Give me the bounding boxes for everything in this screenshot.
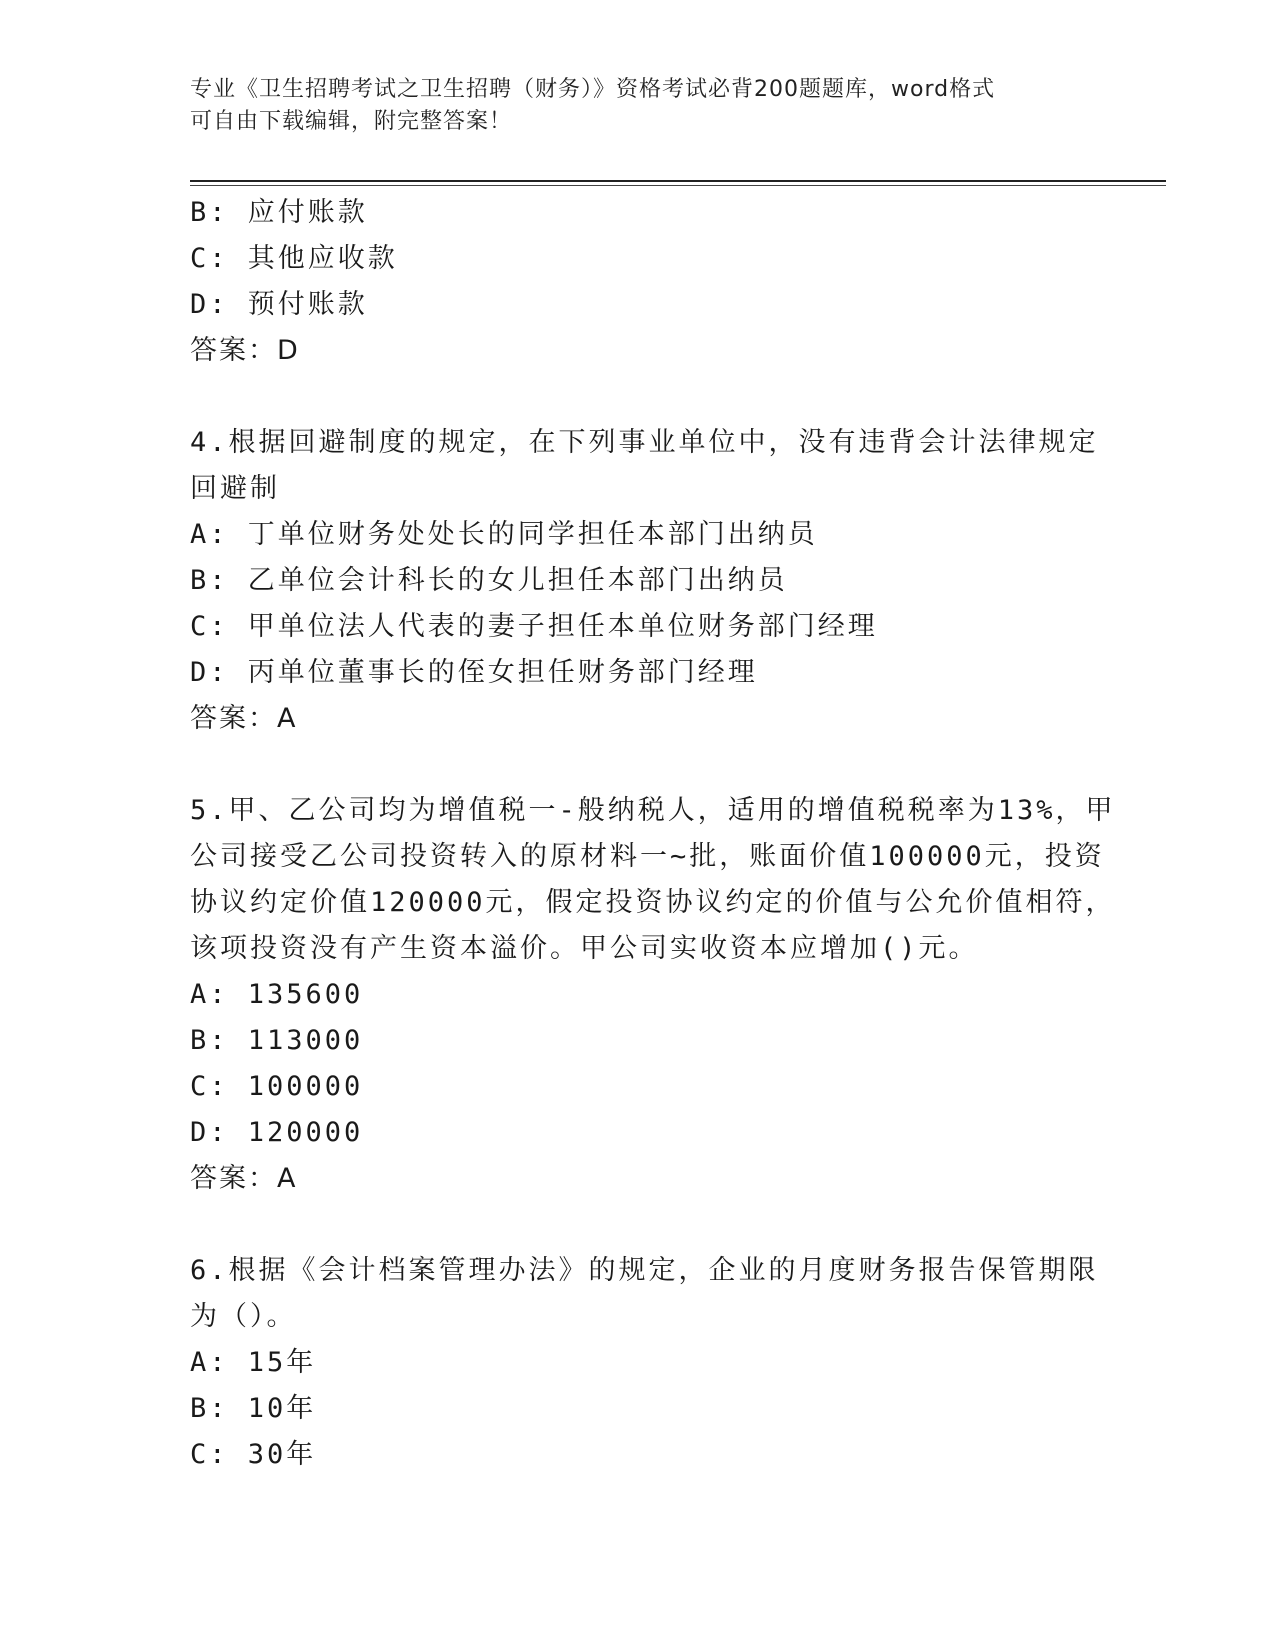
question-list	[190, 190, 1116, 1478]
header-line-1: 专业《卫生招聘考试之卫生招聘（财务）》资格考试必背200题题库，word格式	[190, 77, 996, 102]
option-c: C: 100000	[190, 1071, 364, 1102]
option-b: B: 10年	[190, 1393, 317, 1424]
header-rule-thin	[190, 185, 1166, 186]
header-rule-thick	[190, 180, 1166, 182]
question-stem-line: 公司接受乙公司投资转入的原材料一~批，账面价值100000元，投资	[190, 841, 1105, 872]
question-stem-line: 5.甲、乙公司均为增值税一-般纳税人，适用的增值税税率为13%，甲	[190, 795, 1116, 826]
spacer	[190, 742, 1090, 788]
answer-label: 答案：A	[190, 703, 298, 734]
option-a: A: 15年	[190, 1347, 317, 1378]
question-stem-line: 4.根据回避制度的规定，在下列事业单位中，没有违背会计法律规定	[190, 427, 1099, 458]
question-stem-line: 回避制	[190, 473, 280, 504]
question-stem-line: 为（）。	[190, 1301, 297, 1332]
header-line-2: 可自由下载编辑，附完整答案！	[190, 109, 513, 134]
option-c: C: 30年	[190, 1439, 317, 1470]
document-header	[190, 74, 1090, 138]
question-4	[190, 420, 1099, 742]
option-a: A: 135600	[190, 979, 364, 1010]
question-stem-line: 该项投资没有产生资本溢价。甲公司实收资本应增加()元。	[190, 933, 979, 964]
spacer	[190, 1202, 1090, 1248]
question-3-tail	[190, 190, 1090, 374]
option-a: A: 丁单位财务处处长的同学担任本部门出纳员	[190, 519, 818, 550]
question-6	[190, 1248, 1099, 1478]
option-b: B: 乙单位会计科长的女儿担任本部门出纳员	[190, 565, 788, 596]
option-d: D: 预付账款	[190, 289, 368, 320]
option-c: C: 甲单位法人代表的妻子担任本单位财务部门经理	[190, 611, 878, 642]
option-b: B: 应付账款	[190, 197, 368, 228]
answer-label: 答案：A	[190, 1163, 298, 1194]
question-stem-line: 协议约定价值120000元，假定投资协议约定的价值与公允价值相符，	[190, 887, 1116, 918]
option-d: D: 丙单位董事长的侄女担任财务部门经理	[190, 657, 758, 688]
question-stem-line: 6.根据《会计档案管理办法》的规定，企业的月度财务报告保管期限	[190, 1255, 1099, 1286]
option-d: D: 120000	[190, 1117, 364, 1148]
question-5	[190, 788, 1116, 1202]
option-b: B: 113000	[190, 1025, 364, 1056]
option-c: C: 其他应收款	[190, 243, 398, 274]
answer-label: 答案：D	[190, 335, 300, 366]
spacer	[190, 374, 1090, 420]
